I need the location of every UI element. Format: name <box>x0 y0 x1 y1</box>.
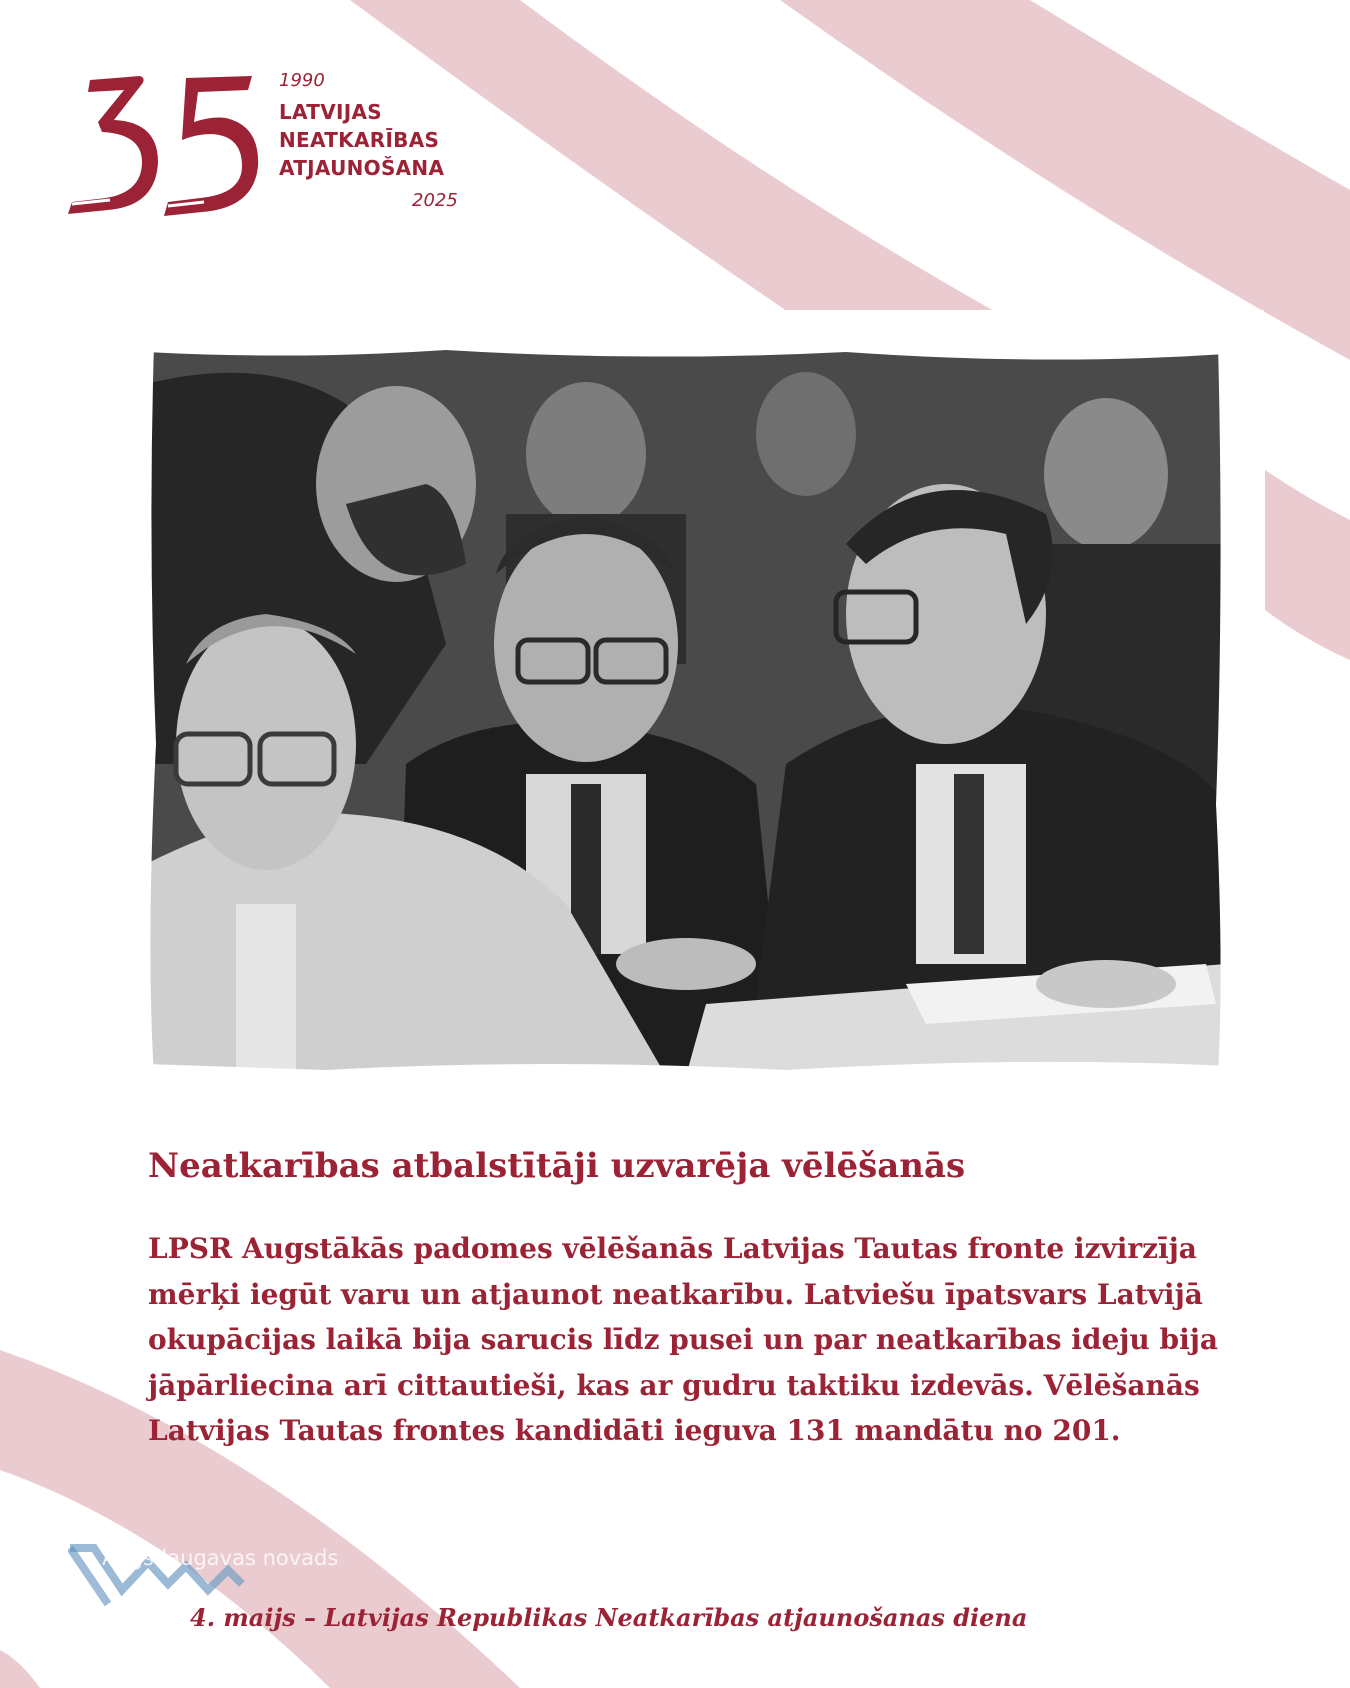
archival-photo <box>146 344 1226 1076</box>
footer-caption: 4. maijs – Latvijas Republikas Neatkarības atjaunošanas diena <box>190 1603 1028 1632</box>
logo-year-end: 2025 <box>412 190 458 211</box>
municipality-watermark <box>68 1544 408 1610</box>
anniversary-logo <box>62 66 502 226</box>
municipality-name: Augšdaugavas novads <box>102 1546 339 1570</box>
logo-text-line1: LATVIJAS <box>279 100 382 124</box>
logo-35-ribbon-icon <box>62 70 262 220</box>
article-headline: Neatkarības atbalstītāji uzvarēja vēlēšanās <box>148 1146 966 1186</box>
photo-frame <box>132 310 1264 1082</box>
logo-text-line2: NEATKARĪBAS <box>279 128 440 152</box>
logo-year-start: 1990 <box>279 70 325 91</box>
logo-text-line3: ATJAUNOŠANA <box>279 156 445 180</box>
article-body: LPSR Augstākās padomes vēlēšanās Latvijas Tautas fronte izvirzīja mērķi iegūt varu un atjaunot neatkarību. Latviešu īpatsvars Latvijā okupācijas laikā bija sarucis līdz pusei un par neatkarības ideju bija jāpārliecina arī cittautieši, kas ar gudru taktiku izdevās. Vēlēšanās Latvijas Tautas frontes kandidāti ieguva 131 mandātu no 201. <box>148 1232 1219 1447</box>
